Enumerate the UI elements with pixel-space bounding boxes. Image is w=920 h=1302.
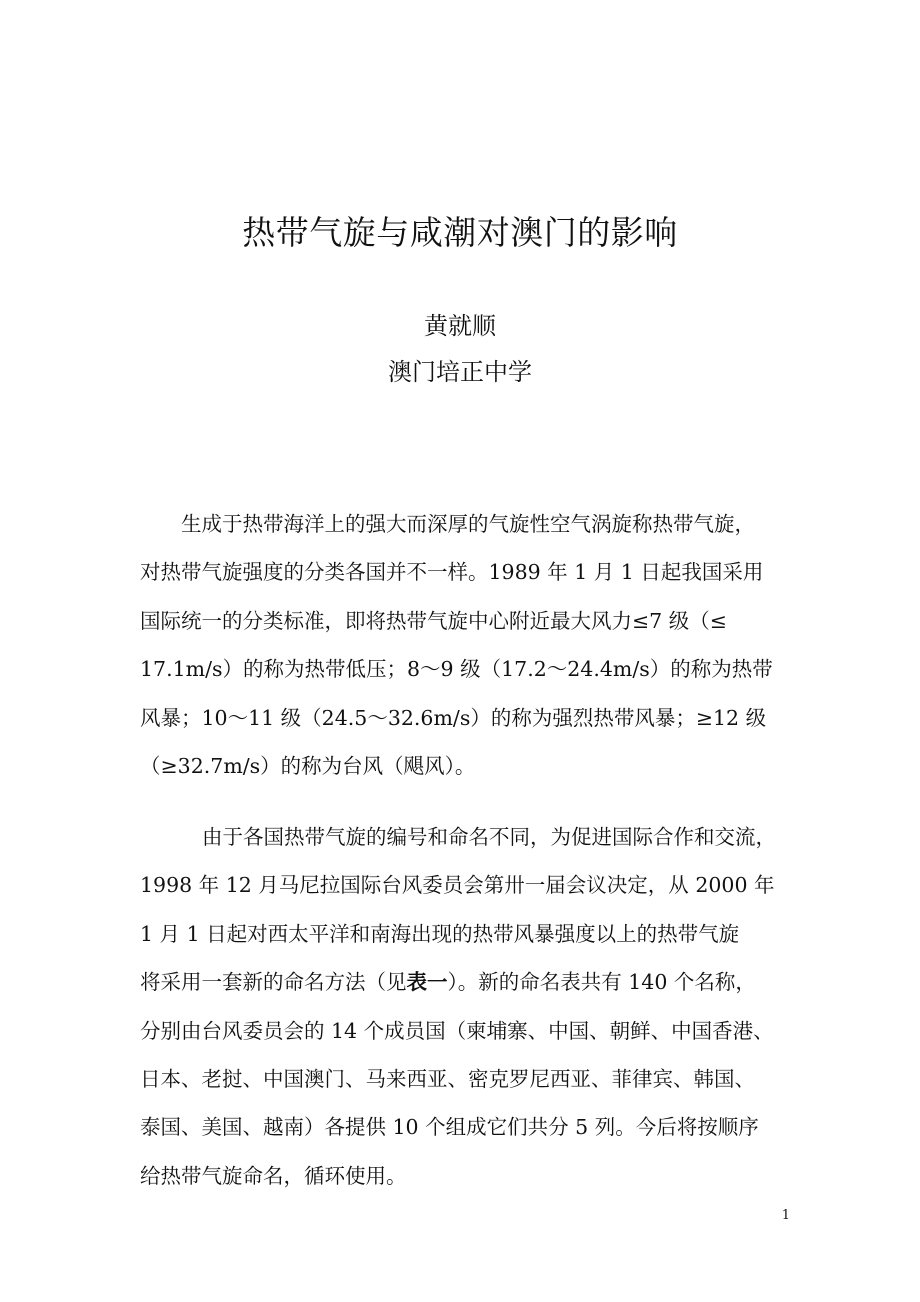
paragraph-cyclone-naming (140, 813, 788, 1200)
paragraph-tropical-cyclone-classification (140, 500, 788, 790)
paragraph-line: 泰国、美国、越南）各提供 10 个组成它们共分 5 列。今后将按顺序 (140, 1115, 759, 1140)
paragraph-line (140, 958, 788, 1006)
line-text: 将采用一套新的命名方法（见 (140, 970, 407, 995)
paragraph-line: 由于各国热带气旋的编号和命名不同，为促进国际合作和交流， (202, 825, 776, 849)
paragraph-line: 生成于热带海洋上的强大而深厚的气旋性空气涡旋称热带气旋， (181, 512, 755, 536)
page-number: 1 (781, 1208, 790, 1223)
author-affiliation: 澳门培正中学 (388, 358, 532, 386)
paragraph-line: 对热带气旋强度的分类各国并不一样。1989 年 1 月 1 日起我国采用 (140, 560, 764, 585)
paragraph-line: 17.1m/s）的称为热带低压；8～9 级（17.2～24.4m/s）的称为热带 (140, 657, 773, 682)
paragraph-line: 给热带气旋命名，循环使用。 (140, 1163, 407, 1188)
author-name: 黄就顺 (424, 312, 496, 340)
document-title: 热带气旋与咸潮对澳门的影响 (242, 213, 678, 252)
paragraph-line: 1 月 1 日起对西太平洋和南海出现的热带风暴强度以上的热带气旋 (140, 921, 740, 946)
paragraph-line: 分别由台风委员会的 14 个成员国（柬埔寨、中国、朝鲜、中国香港、 (140, 1018, 774, 1043)
paragraph-line: 日本、老挝、中国澳门、马来西亚、密克罗尼西亚、菲律宾、韩国、 (140, 1067, 755, 1092)
line-text: ）。新的命名表共有 140 个名称， (447, 970, 756, 995)
table-reference: 表一 (406, 970, 448, 995)
paragraph-line: 国际统一的分类标准，即将热带气旋中心附近最大风力≤7 级（≤ (140, 608, 727, 633)
paragraph-line: 风暴；10～11 级（24.5～32.6m/s）的称为强烈热带风暴；≥12 级 (140, 705, 767, 730)
paragraph-line: （≥32.7m/s）的称为台风（飓风）。 (140, 754, 476, 779)
paragraph-line: 1998 年 12 月马尼拉国际台风委员会第卅一届会议决定，从 2000 年 (140, 873, 775, 898)
